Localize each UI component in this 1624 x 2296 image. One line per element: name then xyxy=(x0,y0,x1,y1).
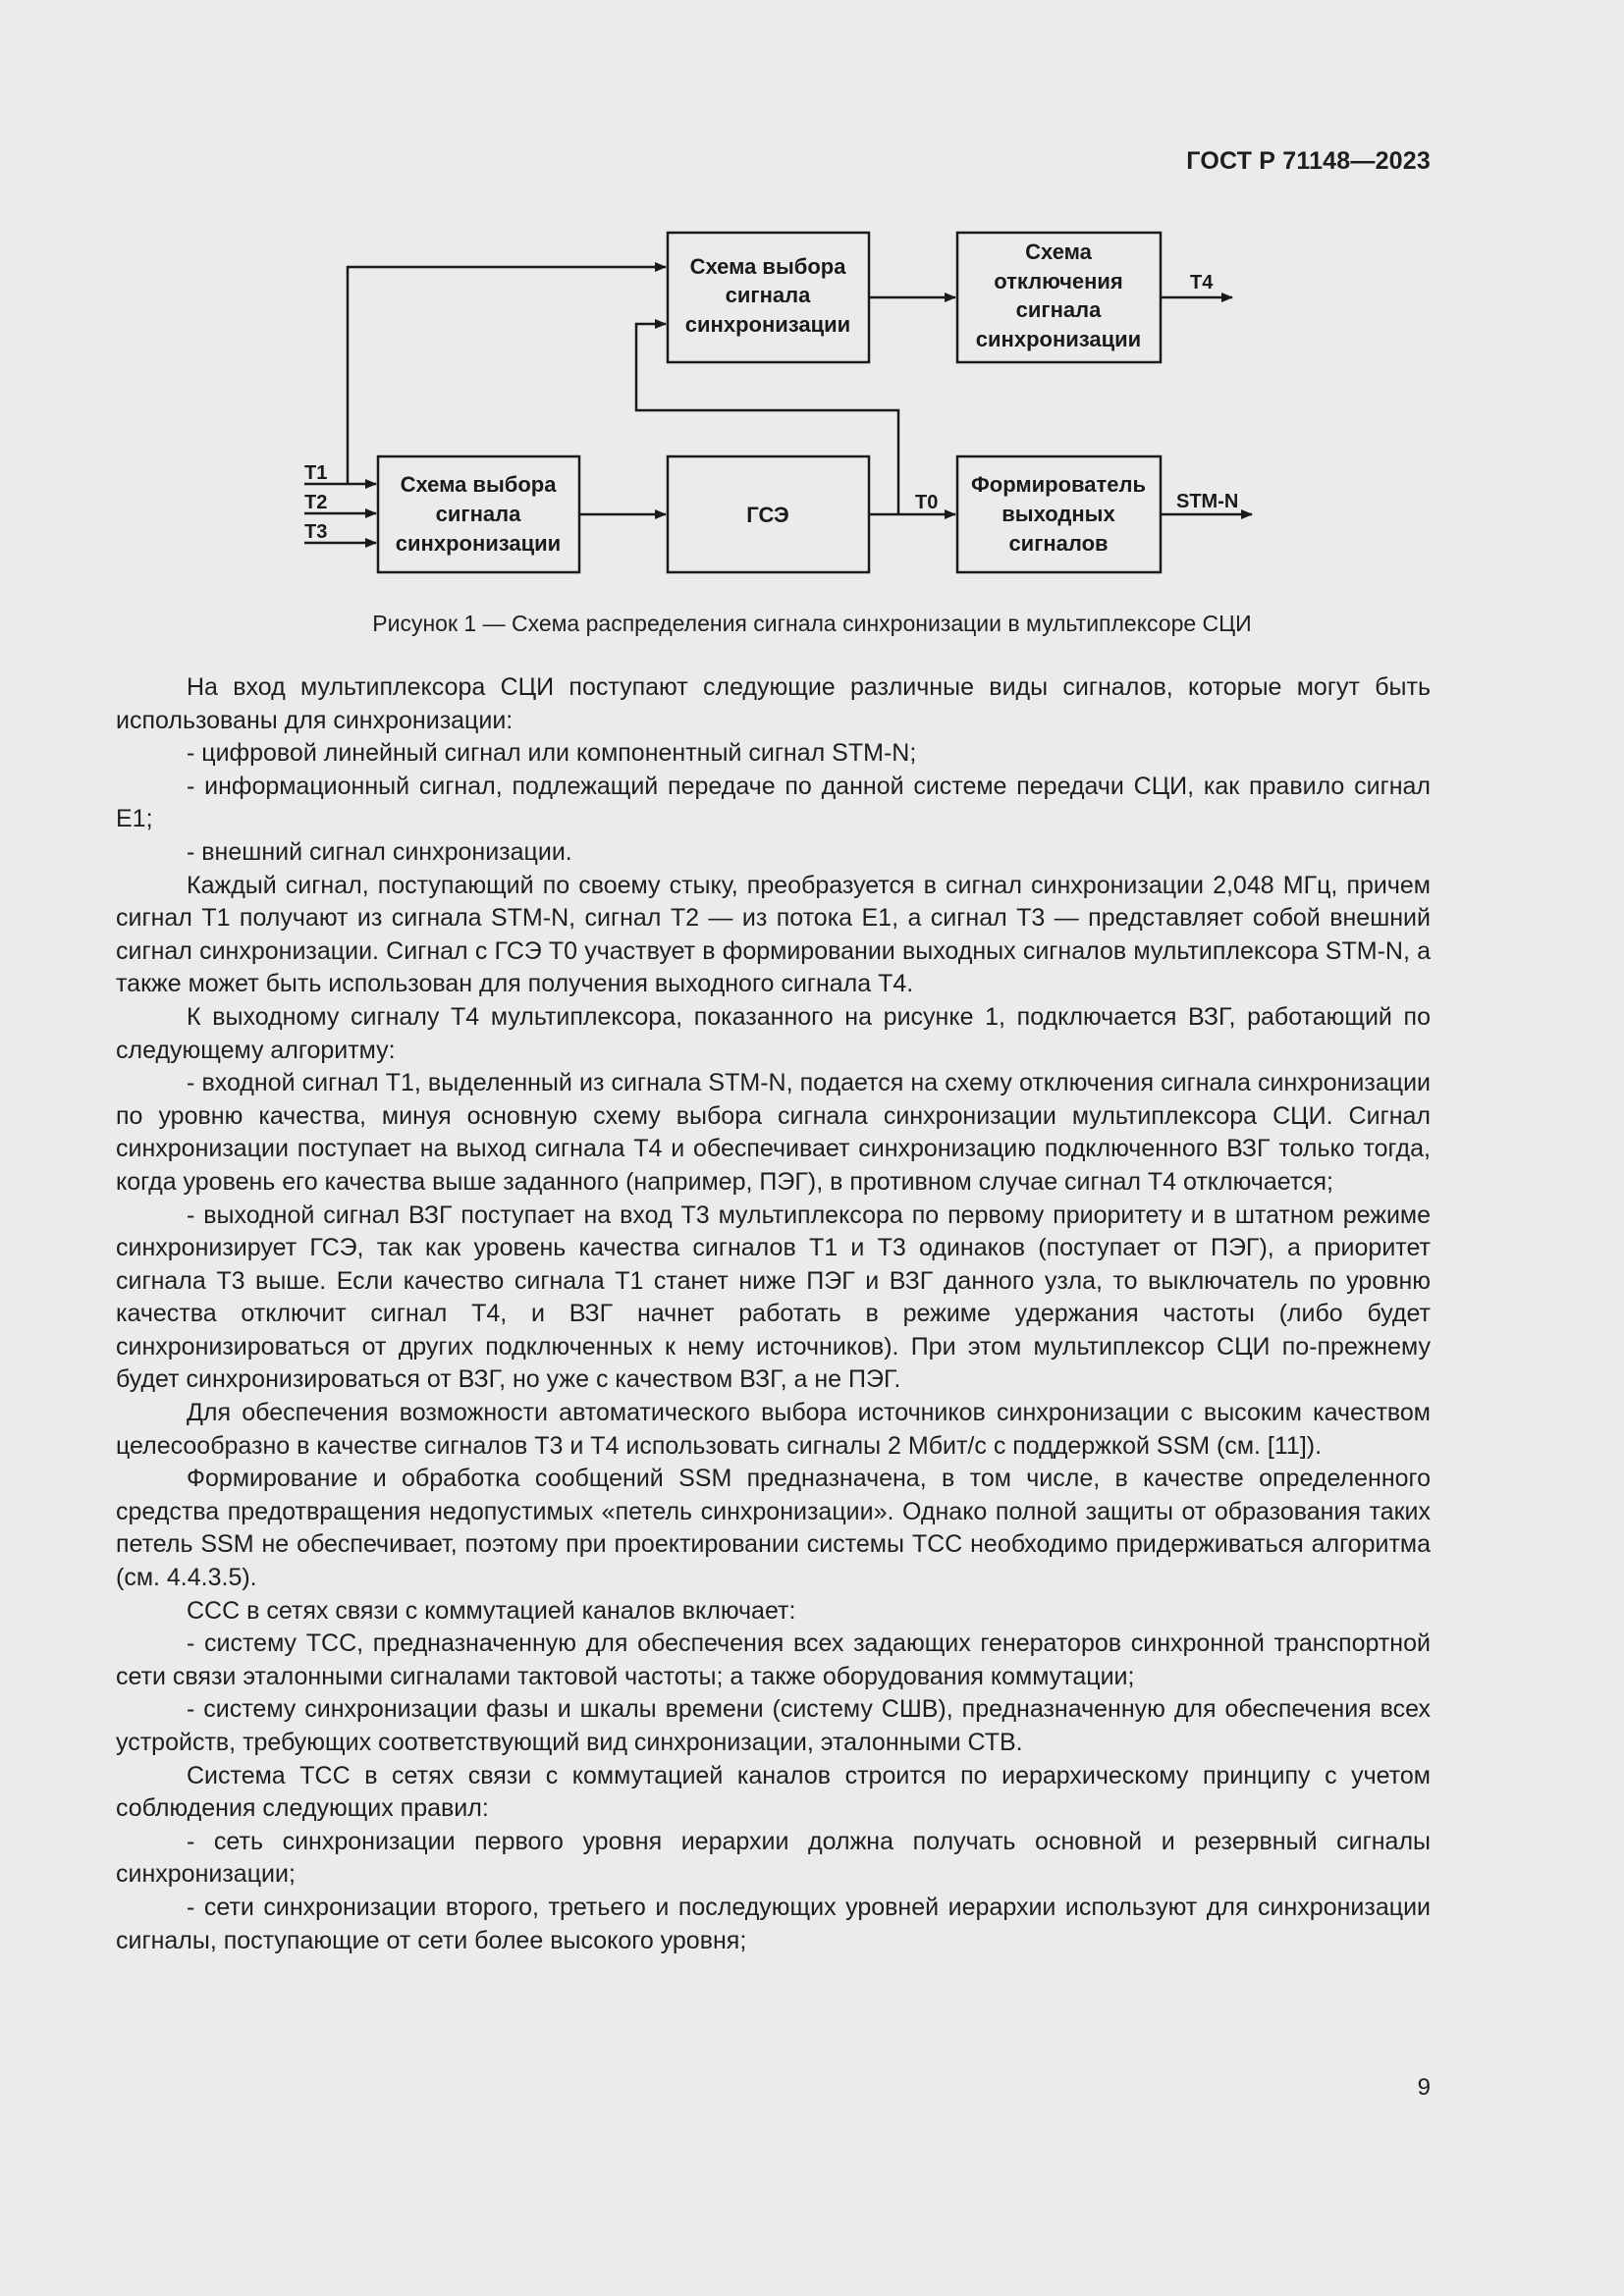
select-bottom-line-3: синхронизации xyxy=(395,531,562,556)
paragraph: Каждый сигнал, поступающий по своему стыку, преобразуется в сигнал синхронизации 2,048 МГц, причем сигнал Т1 получают из сигнала STM-N, сигнал Т2 — из потока Е1, а сигнал Т3 — представляет собой внешний сигнал синхронизации. Сигнал с ГСЭ Т0 участвует в формировании выходных сигналов мультиплексора STM-N, а также может быть использован для получения выходного сигнала Т4. xyxy=(116,871,1431,998)
paragraph: Формирование и обработка сообщений SSM предназначена, в том числе, в качестве определенного средства предотвращения недопустимых «петель синхронизации». Однако полной защиты от образования таких петель SSM не обеспечивает, поэтому при проектировании системы ТСС необходимо придерживаться алгоритма (см. 4.4.3.5). xyxy=(116,1465,1431,1592)
sync-distribution-diagram xyxy=(0,221,1624,584)
paragraph: - внешний сигнал синхронизации. xyxy=(187,837,572,866)
paragraph: - систему синхронизации фазы и шкалы времени (систему СШВ), предназначенную для обеспечения всех устройств, требующих соответствующий вид синхронизации, эталонными СТВ. xyxy=(116,1695,1431,1756)
paragraph: - выходной сигнал ВЗГ поступает на вход Т3 мультиплексора по первому приоритету и в штатном режиме синхронизирует ГСЭ, так как уровень качества сигналов Т1 и Т3 одинаков (поступает от ПЭГ), а приоритет сигнала Т3 выше. Если качество сигнала Т1 станет ниже ПЭГ и ВЗГ данного узла, то выключатель по уровню качества отключит сигнал Т4, и ВЗГ начнет работать в режиме удержания частоты (либо будет синхронизироваться от других подключенных к нему источников). При этом мультиплексор СЦИ по-прежнему будет синхронизироваться от ВЗГ, но уже с качеством ВЗГ, а не ПЭГ. xyxy=(116,1201,1431,1394)
gse-label: ГСЭ xyxy=(746,503,789,527)
former-line-3: сигналов xyxy=(1008,531,1109,556)
page-number: 9 xyxy=(1417,2074,1431,2101)
paragraph: - систему ТСС, предназначенную для обеспечения всех задающих генераторов синхронной транспортной сети связи эталонными сигналами тактовой частоты; а также оборудования коммутации; xyxy=(116,1629,1431,1690)
former-line-1: Формирователь xyxy=(970,472,1147,497)
signal-t2-label: T2 xyxy=(304,492,328,513)
paragraph: - сети синхронизации второго, третьего и последующих уровней иерархии используют для синхронизации сигналы, поступающие от сети более высокого уровня; xyxy=(116,1893,1431,1954)
line-t1-branch xyxy=(348,267,666,484)
disable-line-4: синхронизации xyxy=(975,327,1142,351)
paragraph: Система ТСС в сетях связи с коммутацией каналов строится по иерархическому принципу с учетом соблюдения следующих правил: xyxy=(116,1761,1431,1823)
paragraph: Для обеспечения возможности автоматического выбора источников синхронизации с высоким качеством целесообразно в качестве сигналов Т3 и Т4 использовать сигналы 2 Мбит/с с поддержкой SSM (см. [11]). xyxy=(116,1399,1431,1460)
signal-t1-label: T1 xyxy=(304,462,328,484)
signal-t3-label: T3 xyxy=(304,521,328,543)
signal-t4-label: T4 xyxy=(1190,272,1214,294)
paragraph: - информационный сигнал, подлежащий передаче по данной системе передачи СЦИ, как правило сигнал Е1; xyxy=(116,772,1431,833)
select-top-line-1: Схема выбора xyxy=(689,254,846,279)
paragraph: - сеть синхронизации первого уровня иерархии должна получать основной и резервный сигналы синхронизации; xyxy=(116,1827,1431,1889)
disable-line-1: Схема xyxy=(1025,240,1092,264)
paragraph: - входной сигнал Т1, выделенный из сигнала STM-N, подается на схему отключения сигнала синхронизации по уровню качества, минуя основную схему выбора сигнала синхронизации мультиплексора СЦИ. Сигнал синхронизации поступает на выход сигнала Т4 и обеспечивает синхронизацию подключенного ВЗГ только тогда, когда уровень его качества выше заданного (например, ПЭГ), в противном случае сигнал Т4 отключается; xyxy=(116,1069,1431,1196)
paragraph: На вход мультиплексора СЦИ поступают следующие различные виды сигналов, которые могут быть использованы для синхронизации: xyxy=(116,673,1431,734)
select-bottom-line-1: Схема выбора xyxy=(400,472,557,497)
signal-t0-label: T0 xyxy=(915,492,939,513)
body-text xyxy=(116,671,1431,1957)
paragraph: К выходному сигналу Т4 мультиплексора, показанного на рисунке 1, подключается ВЗГ, работающий по следующему алгоритму: xyxy=(116,1002,1431,1064)
signal-stm-label: STM-N xyxy=(1176,491,1239,512)
former-line-2: выходных xyxy=(1001,502,1115,526)
figure-caption: Рисунок 1 — Схема распределения сигнала синхронизации в мультиплексоре СЦИ xyxy=(372,611,1252,636)
select-top-line-3: синхронизации xyxy=(684,312,851,337)
disable-line-3: сигнала xyxy=(1015,297,1102,322)
select-top-line-2: сигнала xyxy=(725,283,811,307)
standard-designation: ГОСТ Р 71148—2023 xyxy=(1186,147,1431,175)
select-bottom-line-2: сигнала xyxy=(435,502,521,526)
paragraph: ССС в сетях связи с коммутацией каналов включает: xyxy=(187,1596,796,1625)
disable-line-2: отключения xyxy=(994,269,1123,294)
paragraph: - цифровой линейный сигнал или компонентный сигнал STM-N; xyxy=(187,739,917,768)
line-t0-feedback xyxy=(636,324,898,514)
